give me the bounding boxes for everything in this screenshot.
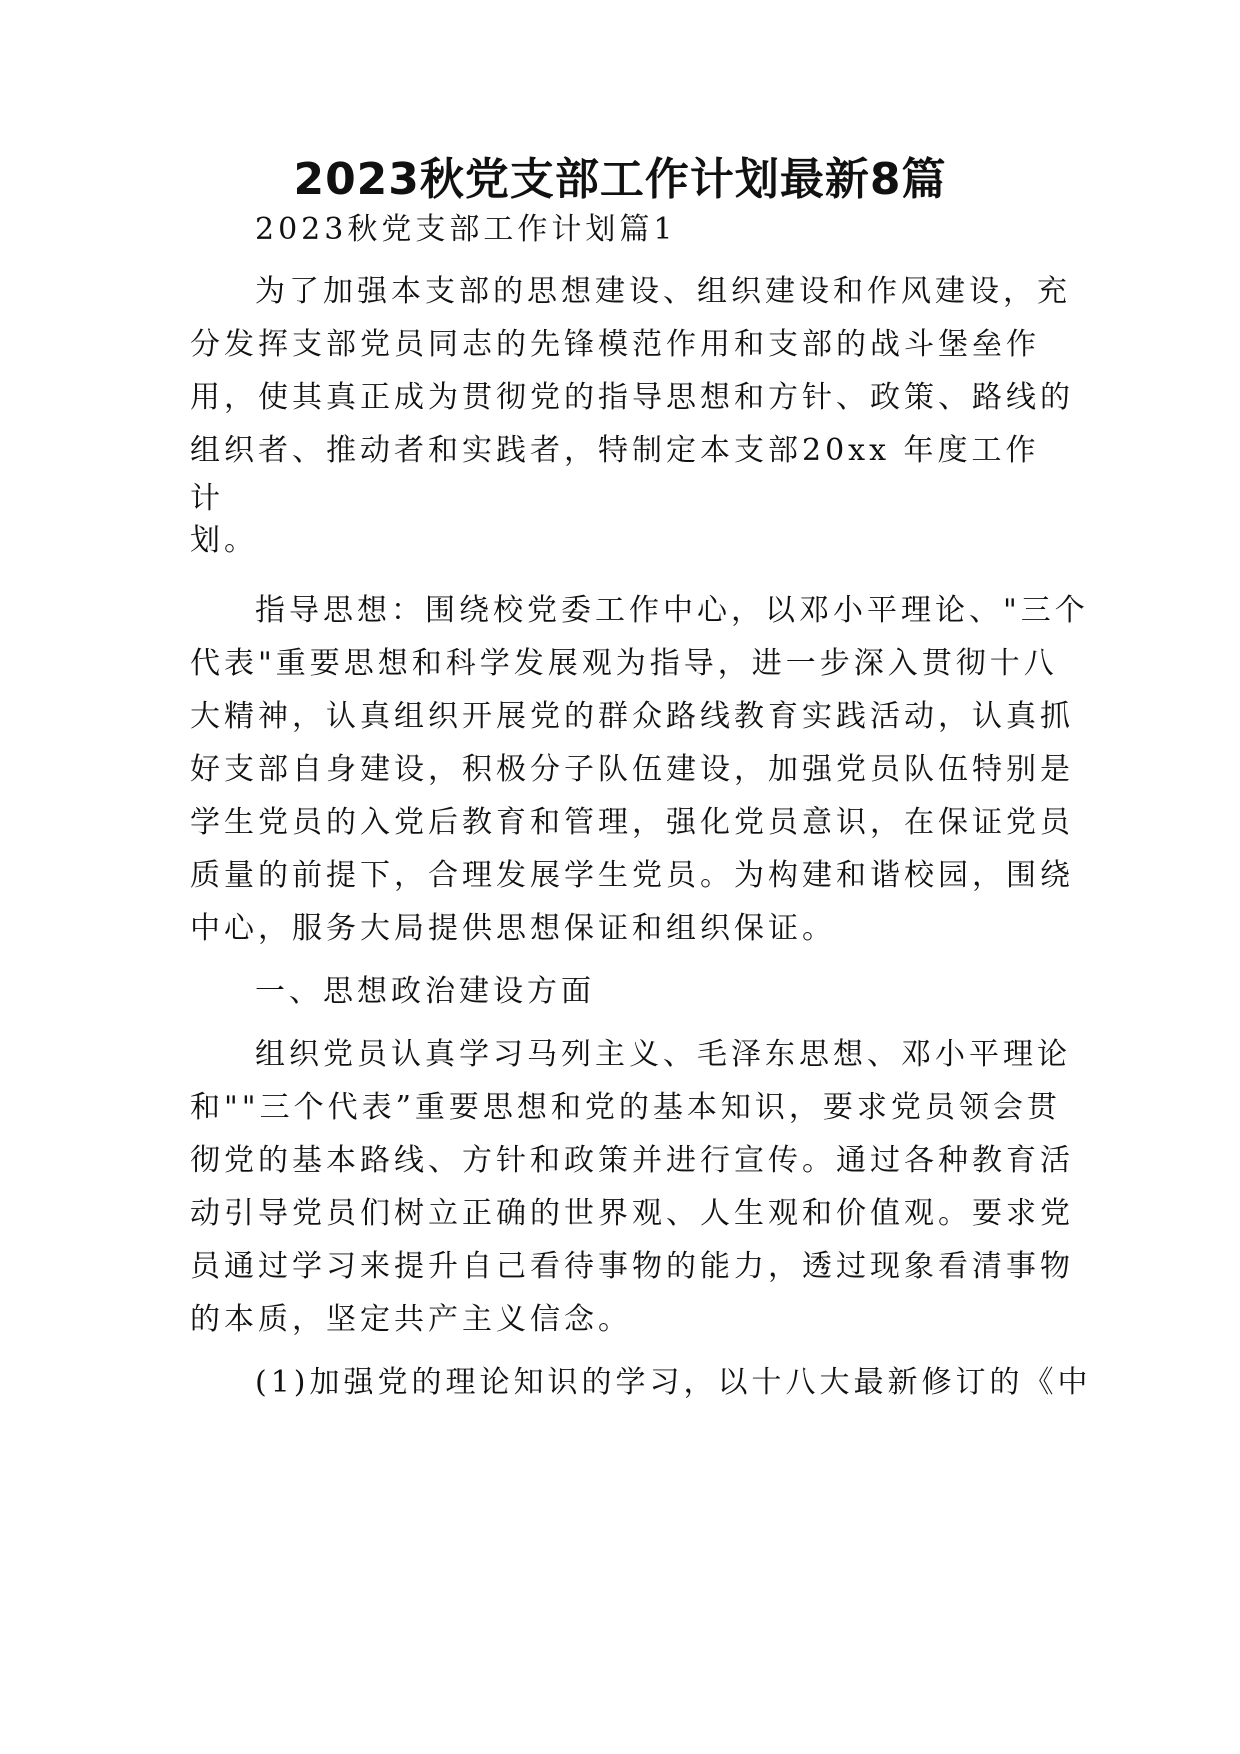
paragraph-line: 用，使其真正成为贯彻党的指导思想和方针、政策、路线的 [190,380,1074,415]
paragraph-line: 好支部自身建设，积极分子队伍建设，加强党员队伍特别是 [190,752,1074,787]
paragraph-line: 的本质，坚定共产主义信念。 [190,1302,632,1337]
paragraph-line: 质量的前提下，合理发展学生党员。为构建和谐校园，围绕 [190,858,1074,893]
paragraph-line: 组织者、推动者和实践者，特制定本支部20xx 年度工作 [190,433,1040,468]
paragraph-line: 动引导党员们树立正确的世界观、人生观和价值观。要求党 [190,1196,1074,1231]
paragraph-line: 大精神，认真组织开展党的群众路线教育实践活动，认真抓 [190,699,1074,734]
paragraph-line: (1)加强党的理论知识的学习，以十八大最新修订的《中 [255,1365,1092,1400]
paragraph-line: 划。 [190,523,258,558]
paragraph-line: 指导思想：围绕校党委工作中心，以邓小平理论、"三个 [255,593,1089,628]
paragraph-line: 分发挥支部党员同志的先锋模范作用和支部的战斗堡垒作 [190,327,1040,362]
page-title: 2023秋党支部工作计划最新8篇 [293,154,947,205]
paragraph-line: 中心，服务大局提供思想保证和组织保证。 [190,911,836,946]
paragraph-line: 计 [190,481,224,516]
paragraph-line: 学生党员的入党后教育和管理，强化党员意识，在保证党员 [190,805,1074,840]
paragraph-line: 彻党的基本路线、方针和政策并进行宣传。通过各种教育活 [190,1143,1074,1178]
paragraph-line: 和""三个代表”重要思想和党的基本知识，要求党员领会贯 [190,1090,1061,1125]
section-subtitle: 2023秋党支部工作计划篇1 [255,212,677,247]
paragraph-line: 代表"重要思想和科学发展观为指导，进一步深入贯彻十八 [190,646,1058,681]
paragraph-line: 员通过学习来提升自己看待事物的能力，透过现象看清事物 [190,1249,1074,1284]
section-heading: 一、思想政治建设方面 [255,974,595,1009]
paragraph-line: 组织党员认真学习马列主义、毛泽东思想、邓小平理论 [255,1037,1071,1072]
paragraph-line: 为了加强本支部的思想建设、组织建设和作风建设，充 [255,274,1071,309]
